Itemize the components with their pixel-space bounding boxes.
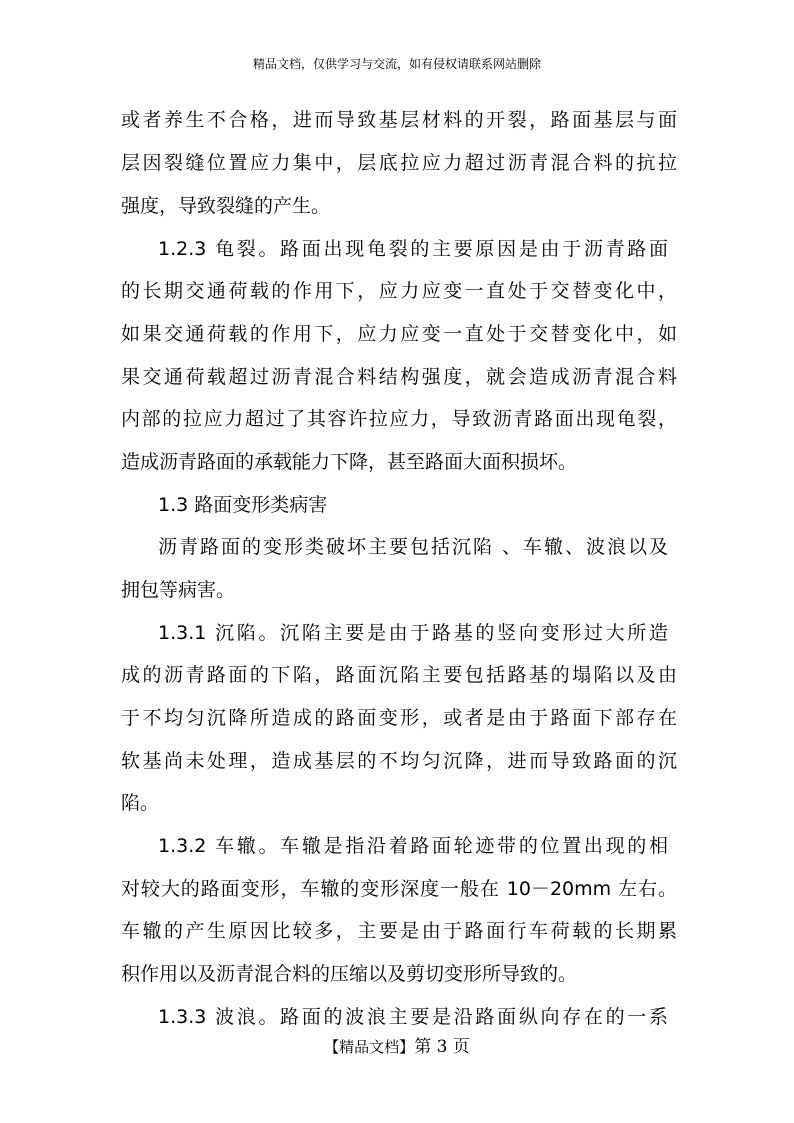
- paragraph-line: 层因裂缝位置应力集中，层底拉应力超过沥青混合料的抗拉: [121, 152, 677, 174]
- page-number: 第 3 页: [414, 1037, 470, 1057]
- paragraph-line: 1.3.1 沉陷。沉陷主要是由于路基的竖向变形过大所造: [158, 622, 668, 644]
- paragraph-line: 车辙的产生原因比较多，主要是由于路面行车荷载的长期累: [121, 920, 677, 942]
- paragraph-line: 沥青路面的变形类破坏主要包括沉陷 、车辙、波浪以及: [158, 536, 668, 558]
- paragraph-line: 于不均匀沉降所造成的路面变形，或者是由于路面下部存在: [121, 707, 677, 729]
- paragraph-line: 1.3.2 车辙。车辙是指沿着路面轮迹带的位置出现的相: [158, 835, 668, 857]
- paragraph-line: 对较大的路面变形，车辙的变形深度一般在 10－20mm 左右。: [121, 878, 677, 900]
- footer-label: 【精品文档】: [324, 1038, 415, 1056]
- page-footer: [0, 1037, 794, 1057]
- paragraph-line: 的长期交通荷载的作用下，应力应变一直处于交替变化中，: [121, 280, 677, 302]
- section-heading: 1.3 路面变形类病害: [158, 494, 328, 516]
- paragraph-line: 强度，导致裂缝的产生。: [121, 195, 331, 217]
- paragraph-line: 内部的拉应力超过了其容许拉应力，导致沥青路面出现龟裂，: [121, 408, 677, 430]
- page-header: 精品文档，仅供学习与交流，如有侵权请联系网站删除: [252, 57, 541, 71]
- paragraph-line: 1.2.3 龟裂。路面出现龟裂的主要原因是由于沥青路面: [158, 238, 668, 260]
- paragraph-line: 1.3.3 波浪。路面的波浪主要是沿路面纵向存在的一系: [158, 1006, 668, 1028]
- paragraph-line: 拥包等病害。: [121, 579, 236, 601]
- paragraph-line: 造成沥青路面的承载能力下降，甚至路面大面积损坏。: [121, 451, 578, 473]
- paragraph-line: 如果交通荷载的作用下，应力应变一直处于交替变化中，如: [121, 323, 677, 345]
- paragraph-line: 果交通荷载超过沥青混合料结构强度，就会造成沥青混合料: [121, 366, 677, 388]
- paragraph-line: 积作用以及沥青混合料的压缩以及剪切变形所导致的。: [121, 963, 578, 985]
- paragraph-line: 软基尚未处理，造成基层的不均匀沉降，进而导致路面的沉: [121, 750, 677, 772]
- paragraph-line: 陷。: [121, 792, 160, 814]
- paragraph-line: 或者养生不合格，进而导致基层材料的开裂，路面基层与面: [121, 109, 677, 131]
- paragraph-line: 成的沥青路面的下陷，路面沉陷主要包括路基的塌陷以及由: [121, 664, 677, 686]
